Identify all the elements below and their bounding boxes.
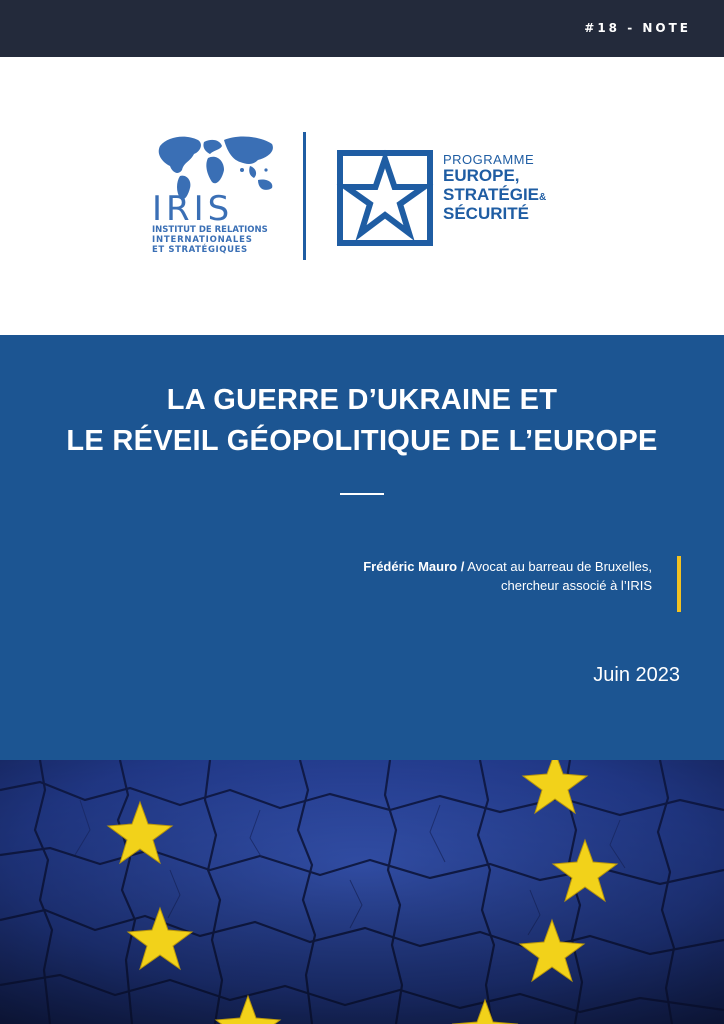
author-role-1: Avocat au barreau de Bruxelles, [467,559,652,574]
star-square-icon [336,149,434,247]
title-panel [0,335,724,760]
programme-ampersand: & [539,191,547,203]
iris-name: IRIS [152,189,234,229]
logo-area [0,57,724,335]
note-label: #18 - NOTE [584,21,691,35]
author-role-2: chercheur associé à l’IRIS [500,578,652,593]
author-block [363,557,652,595]
programme-line-2 [443,186,546,205]
iris-subtitle-3: ET STRATÉGIQUES [152,245,248,255]
author-name: Frédéric Mauro / [363,559,465,574]
eu-flag-cracked-earth-image [0,760,724,1024]
title-line-1: LA GUERRE D’UKRAINE ET [166,384,558,416]
iris-subtitle-1: INSTITUT DE RELATIONS [152,225,268,235]
programme-label [443,153,546,223]
programme-line-1: EUROPE, [443,166,520,186]
logo-divider [303,132,306,260]
programme-line-3: SÉCURITÉ [443,203,529,223]
iris-subtitle-2: INTERNATIONALES [152,235,253,245]
programme-strategie: STRATÉGIE [443,184,540,204]
author-accent-bar [677,556,681,612]
title-underline [340,493,384,495]
top-bar [0,0,724,57]
publication-date: Juin 2023 [593,664,680,686]
author-line-1 [363,557,652,576]
iris-logo [150,132,280,262]
document-title [0,380,724,462]
title-line-2: LE RÉVEIL GÉOPOLITIQUE DE L’EUROPE [66,425,658,457]
programme-kicker: PROGRAMME [443,152,535,167]
